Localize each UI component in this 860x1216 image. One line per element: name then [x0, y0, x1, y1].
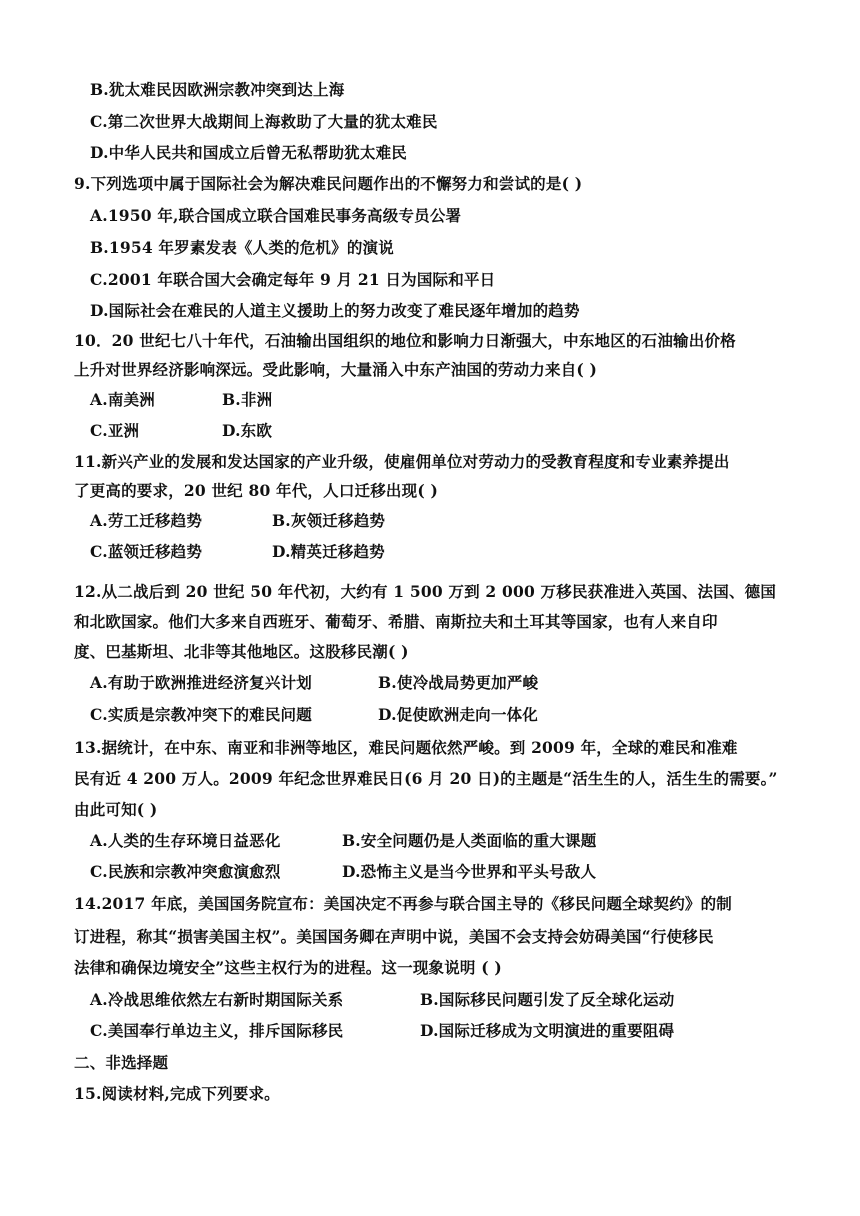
q9-stem: 9.下列选项中属于国际社会为解决难民问题作出的不懈努力和尝试的是( ) — [74, 174, 583, 193]
q13-stem-line-3: 由此可知( ) — [74, 800, 158, 819]
q11-stem-line-2: 了更高的要求，20 世纪 80 年代，人口迁移出现( ) — [74, 481, 438, 500]
q11-option-b: B.灰领迁移趋势 — [272, 511, 386, 530]
q10-stem-line-2: 上升对世界经济影响深远。受此影响，大量涌入中东产油国的劳动力来自( ) — [74, 360, 598, 379]
q9-option-c: C.2001 年联合国大会确定每年 9 月 21 日为国际和平日 — [90, 270, 496, 289]
q10-option-a: A.南美洲 — [90, 390, 155, 409]
q14-option-c: C.美国奉行单边主义，排斥国际移民 — [90, 1021, 344, 1040]
section-heading: 二、非选择题 — [74, 1053, 169, 1072]
q12-stem-line-1: 12.从二战后到 20 世纪 50 年代初，大约有 1 500 万到 2 000 万移民获准进入英国、法国、德国 — [74, 582, 777, 601]
q11-option-a: A.劳工迁移趋势 — [90, 511, 203, 530]
q15-stem: 15.阅读材料,完成下列要求。 — [74, 1084, 280, 1103]
q10-stem-line-1: 10．20 世纪七八十年代，石油输出国组织的地位和影响力日渐强大，中东地区的石油输出价格 — [74, 331, 736, 350]
q13-option-b: B.安全问题仍是人类面临的重大课题 — [342, 831, 597, 850]
q8-option-d: D.中华人民共和国成立后曾无私帮助犹太难民 — [90, 143, 407, 162]
q14-option-b: B.国际移民问题引发了反全球化运动 — [420, 990, 675, 1009]
q8-option-b: B.犹太难民因欧洲宗教冲突到达上海 — [90, 80, 345, 99]
q14-stem-line-3: 法律和确保边境安全”这些主权行为的进程。这一现象说明 ( ) — [74, 958, 502, 977]
q13-option-c: C.民族和宗教冲突愈演愈烈 — [90, 862, 281, 881]
q12-option-c: C.实质是宗教冲突下的难民问题 — [90, 705, 312, 724]
q12-option-b: B.使冷战局势更加严峻 — [378, 673, 539, 692]
q10-option-d: D.东欧 — [222, 421, 273, 440]
q9-option-b: B.1954 年罗素发表《人类的危机》的演说 — [90, 238, 394, 257]
q8-option-c: C.第二次世界大战期间上海救助了大量的犹太难民 — [90, 112, 438, 131]
q10-option-c: C.亚洲 — [90, 421, 140, 440]
q14-stem-line-2: 订进程，称其“损害美国主权”。美国国务卿在声明中说，美国不会支持会妨碍美国“行使移民 — [74, 927, 714, 946]
q14-option-a: A.冷战思维依然左右新时期国际关系 — [90, 990, 344, 1009]
q9-option-d: D.国际社会在难民的人道主义援助上的努力改变了难民逐年增加的趋势 — [90, 301, 580, 320]
q13-stem-line-1: 13.据统计，在中东、南亚和非洲等地区，难民问题依然严峻。到 2009 年，全球的难民和准难 — [74, 738, 738, 757]
q13-option-a: A.人类的生存环境日益恶化 — [90, 831, 281, 850]
q12-option-d: D.促使欧洲走向一体化 — [378, 705, 538, 724]
q11-option-c: C.蓝领迁移趋势 — [90, 542, 203, 561]
q11-stem-line-1: 11.新兴产业的发展和发达国家的产业升级，使雇佣单位对劳动力的受教育程度和专业素养提出 — [74, 452, 730, 471]
q14-stem-line-1: 14.2017 年底，美国国务院宣布：美国决定不再参与联合国主导的《移民问题全球契约》的制 — [74, 894, 733, 913]
q9-option-a: A.1950 年,联合国成立联合国难民事务高级专员公署 — [90, 206, 462, 225]
q13-stem-line-2: 民有近 4 200 万人。2009 年纪念世界难民日(6 月 20 日)的主题是“活生生的人，活生生的需要。” — [74, 769, 778, 788]
q11-option-d: D.精英迁移趋势 — [272, 542, 385, 561]
q10-option-b: B.非洲 — [222, 390, 273, 409]
q14-option-d: D.国际迁移成为文明演进的重要阻碍 — [420, 1021, 675, 1040]
q12-stem-line-2: 和北欧国家。他们大多来自西班牙、葡萄牙、希腊、南斯拉夫和土耳其等国家，也有人来自印 — [74, 612, 718, 631]
q12-stem-line-3: 度、巴基斯坦、北非等其他地区。这股移民潮( ) — [74, 642, 409, 661]
q12-option-a: A.有助于欧洲推进经济复兴计划 — [90, 673, 312, 692]
q13-option-d: D.恐怖主义是当今世界和平头号敌人 — [342, 862, 597, 881]
